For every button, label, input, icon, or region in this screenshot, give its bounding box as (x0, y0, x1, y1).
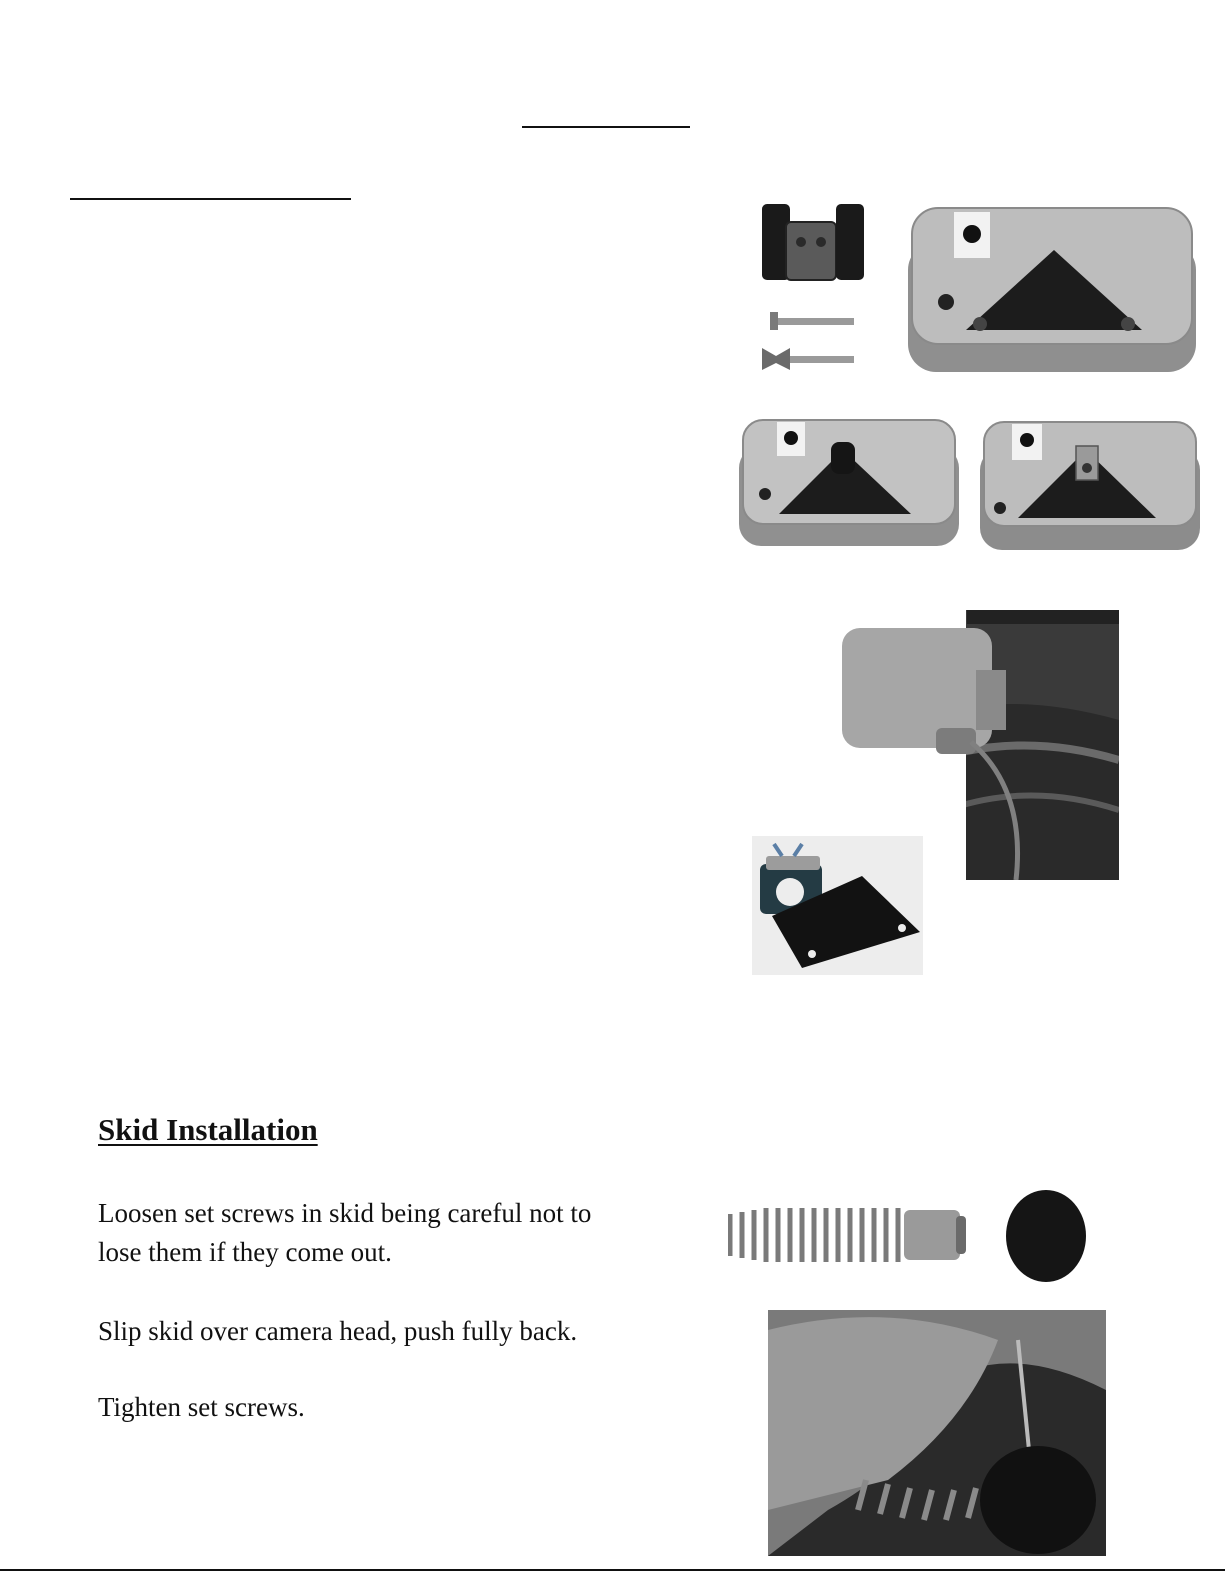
step-2-line-1: Slip skid over camera head, push fully back. (98, 1316, 578, 1346)
step-slip-skid (98, 1312, 577, 1351)
control-box-photo (906, 202, 1198, 376)
header-rule-center (522, 126, 690, 128)
camera-head-and-skid-photo (728, 1166, 1096, 1292)
footer-rule (0, 1569, 1225, 1571)
clamp-bracket-photo (752, 836, 923, 975)
section-heading: Skid Installation (98, 1112, 318, 1147)
hand-tightening-photo (768, 1310, 1106, 1556)
step-tighten-screws (98, 1388, 305, 1427)
clamp-parts-photo (756, 198, 866, 388)
box-with-bracket-photo (976, 418, 1204, 554)
step-3-line-1: Tighten set screws. (98, 1392, 305, 1422)
step-1-line-1: Loosen set screws in skid being careful not to (98, 1198, 592, 1228)
step-loosen-screws (98, 1194, 591, 1272)
step-1-line-2: lose them if they come out. (98, 1237, 392, 1267)
box-with-clamp-photo (735, 416, 963, 550)
header-rule-left (70, 198, 351, 200)
